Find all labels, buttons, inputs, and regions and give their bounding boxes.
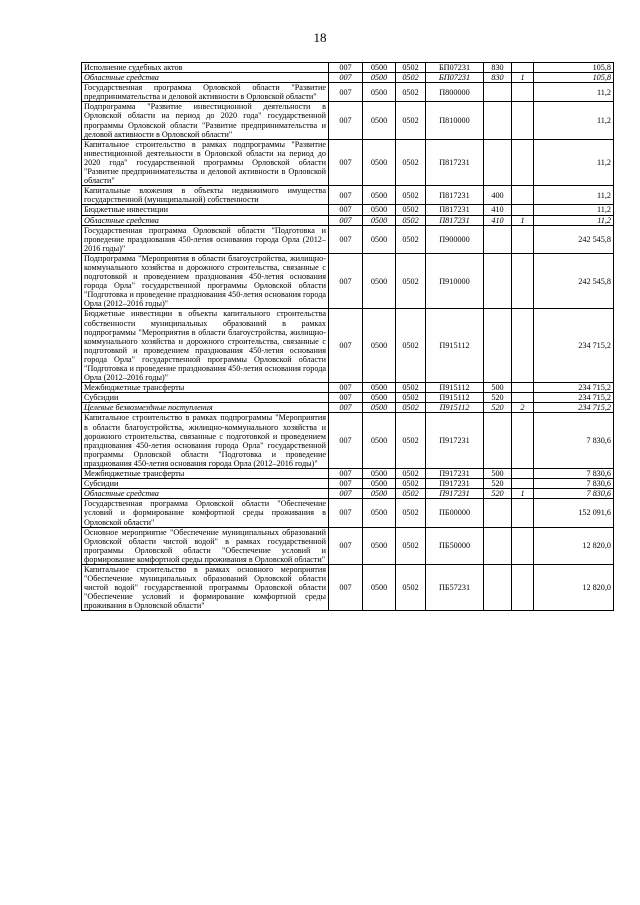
- section-code-cell: 0500: [363, 139, 396, 185]
- table-row: [82, 393, 614, 403]
- row-name-cell: Субсидии: [82, 393, 329, 403]
- amount-cell: 12 820,0: [534, 564, 614, 610]
- table-row: [82, 403, 614, 413]
- row-name-cell: Исполнение судебных актов: [82, 63, 329, 73]
- expense-type-cell: 500: [484, 469, 512, 479]
- ministry-code-cell: 007: [329, 205, 363, 215]
- ministry-code-cell: 007: [329, 403, 363, 413]
- target-article-cell: ПБ57231: [426, 564, 484, 610]
- row-name-cell: Капитальное строительство в рамках подпрограммы "Мероприятия в области благоустройства, жилищно-коммунального хозяйства и дорожного строительства, связанные с подготовкой и проведением празднования 450-летия основания города Орла" государственной программы Орловской области "Подготовка и проведение празднования 450-летия основания города Орла (2012–2016 годы)": [82, 413, 329, 469]
- expense-type-cell: 830: [484, 73, 512, 83]
- funding-source-cell: 1: [512, 489, 534, 499]
- section-code-cell: 0500: [363, 413, 396, 469]
- expense-type-cell: 830: [484, 63, 512, 73]
- expense-type-cell: [484, 102, 512, 139]
- target-article-cell: ПБ50000: [426, 527, 484, 564]
- subsection-code-cell: 0502: [396, 225, 426, 253]
- section-code-cell: 0500: [363, 225, 396, 253]
- funding-source-cell: [512, 186, 534, 205]
- amount-cell: 7 830,6: [534, 489, 614, 499]
- funding-source-cell: [512, 564, 534, 610]
- section-code-cell: 0500: [363, 527, 396, 564]
- subsection-code-cell: 0502: [396, 205, 426, 215]
- target-article-cell: П817231: [426, 186, 484, 205]
- ministry-code-cell: 007: [329, 489, 363, 499]
- funding-source-cell: [512, 253, 534, 309]
- section-code-cell: 0500: [363, 215, 396, 225]
- table-row: [82, 215, 614, 225]
- funding-source-cell: 1: [512, 73, 534, 83]
- ministry-code-cell: 007: [329, 215, 363, 225]
- target-article-cell: П915112: [426, 309, 484, 383]
- target-article-cell: П800000: [426, 83, 484, 102]
- funding-source-cell: [512, 413, 534, 469]
- amount-cell: 234 715,2: [534, 309, 614, 383]
- funding-source-cell: [512, 205, 534, 215]
- amount-cell: 234 715,2: [534, 393, 614, 403]
- expense-type-cell: 520: [484, 393, 512, 403]
- target-article-cell: П915112: [426, 383, 484, 393]
- expense-type-cell: [484, 499, 512, 527]
- subsection-code-cell: 0502: [396, 186, 426, 205]
- ministry-code-cell: 007: [329, 479, 363, 489]
- funding-source-cell: [512, 499, 534, 527]
- row-name-cell: Субсидии: [82, 479, 329, 489]
- table-row: [82, 469, 614, 479]
- table-row: [82, 63, 614, 73]
- section-code-cell: 0500: [363, 393, 396, 403]
- amount-cell: 11,2: [534, 139, 614, 185]
- expense-type-cell: [484, 253, 512, 309]
- expense-type-cell: 400: [484, 186, 512, 205]
- subsection-code-cell: 0502: [396, 309, 426, 383]
- target-article-cell: П817231: [426, 205, 484, 215]
- subsection-code-cell: 0502: [396, 83, 426, 102]
- amount-cell: 105,8: [534, 63, 614, 73]
- funding-source-cell: [512, 479, 534, 489]
- expense-type-cell: 500: [484, 383, 512, 393]
- funding-source-cell: [512, 309, 534, 383]
- row-name-cell: Основное мероприятие "Обеспечение муниципальных образований Орловской области чистой водой" в рамках государственной программы Орловской области "Обеспечение условий и формирование комфортной среды проживания в Орловской области": [82, 527, 329, 564]
- amount-cell: 152 091,6: [534, 499, 614, 527]
- target-article-cell: П915112: [426, 403, 484, 413]
- expense-type-cell: [484, 139, 512, 185]
- table-row: [82, 499, 614, 527]
- ministry-code-cell: 007: [329, 383, 363, 393]
- amount-cell: 11,2: [534, 205, 614, 215]
- budget-table: [81, 62, 614, 611]
- amount-cell: 105,8: [534, 73, 614, 83]
- funding-source-cell: [512, 83, 534, 102]
- table-row: [82, 413, 614, 469]
- table-row: [82, 186, 614, 205]
- subsection-code-cell: 0502: [396, 527, 426, 564]
- subsection-code-cell: 0502: [396, 102, 426, 139]
- target-article-cell: БП07231: [426, 73, 484, 83]
- subsection-code-cell: 0502: [396, 403, 426, 413]
- row-name-cell: Капитальные вложения в объекты недвижимого имущества государственной (муниципальной) собственности: [82, 186, 329, 205]
- section-code-cell: 0500: [363, 383, 396, 393]
- table-row: [82, 383, 614, 393]
- section-code-cell: 0500: [363, 309, 396, 383]
- amount-cell: 234 715,2: [534, 383, 614, 393]
- subsection-code-cell: 0502: [396, 73, 426, 83]
- section-code-cell: 0500: [363, 479, 396, 489]
- table-row: [82, 527, 614, 564]
- target-article-cell: П917231: [426, 469, 484, 479]
- amount-cell: 11,2: [534, 83, 614, 102]
- section-code-cell: 0500: [363, 63, 396, 73]
- row-name-cell: Межбюджетные трансферты: [82, 469, 329, 479]
- ministry-code-cell: 007: [329, 527, 363, 564]
- amount-cell: 7 830,6: [534, 413, 614, 469]
- expense-type-cell: 520: [484, 489, 512, 499]
- subsection-code-cell: 0502: [396, 499, 426, 527]
- amount-cell: 7 830,6: [534, 479, 614, 489]
- amount-cell: 11,2: [534, 102, 614, 139]
- subsection-code-cell: 0502: [396, 63, 426, 73]
- section-code-cell: 0500: [363, 564, 396, 610]
- subsection-code-cell: 0502: [396, 215, 426, 225]
- subsection-code-cell: 0502: [396, 393, 426, 403]
- expense-type-cell: [484, 564, 512, 610]
- row-name-cell: Межбюджетные трансферты: [82, 383, 329, 393]
- section-code-cell: 0500: [363, 253, 396, 309]
- expense-type-cell: [484, 413, 512, 469]
- expense-type-cell: [484, 83, 512, 102]
- ministry-code-cell: 007: [329, 393, 363, 403]
- row-name-cell: Капитальное строительство в рамках основного мероприятия "Обеспечение муниципальных образований Орловской области чистой водой" государственной программы Орловской области "Обеспечение условий и формирование комфортной среды проживания в Орловской области": [82, 564, 329, 610]
- funding-source-cell: [512, 383, 534, 393]
- table-row: [82, 205, 614, 215]
- amount-cell: 234 715,2: [534, 403, 614, 413]
- row-name-cell: Подпрограмма "Мероприятия в области благоустройства, жилищно-коммунального хозяйства и дорожного строительства, связанные с подготовкой и проведением празднования 450-летия основания города Орла" государственной программы Орловской области "Подготовка и проведение празднования 450-летия основания города Орла (2012–2016 годы)": [82, 253, 329, 309]
- ministry-code-cell: 007: [329, 564, 363, 610]
- amount-cell: 242 545,8: [534, 225, 614, 253]
- subsection-code-cell: 0502: [396, 489, 426, 499]
- ministry-code-cell: 007: [329, 253, 363, 309]
- funding-source-cell: [512, 139, 534, 185]
- section-code-cell: 0500: [363, 403, 396, 413]
- funding-source-cell: [512, 225, 534, 253]
- target-article-cell: БП07231: [426, 63, 484, 73]
- target-article-cell: П810000: [426, 102, 484, 139]
- table-row: [82, 83, 614, 102]
- section-code-cell: 0500: [363, 83, 396, 102]
- target-article-cell: П910000: [426, 253, 484, 309]
- expense-type-cell: [484, 225, 512, 253]
- expense-type-cell: [484, 309, 512, 383]
- funding-source-cell: 2: [512, 403, 534, 413]
- row-name-cell: Бюджетные инвестиции в объекты капитального строительства собственности муниципальных образований в рамках подпрограммы "Мероприятия в области благоустройства, жилищно-коммунального хозяйства и дорожного строительства, связанные с подготовкой и проведением празднования 450-летия основания города Орла" государственной программы Орловской области "Подготовка и проведение празднования 450-летия основания города Орла (2012–2016 годы)": [82, 309, 329, 383]
- row-name-cell: Государственная программа Орловской области "Обеспечение условий и формирование комфортной среды проживания в Орловской области": [82, 499, 329, 527]
- ministry-code-cell: 007: [329, 63, 363, 73]
- subsection-code-cell: 0502: [396, 469, 426, 479]
- target-article-cell: П917231: [426, 479, 484, 489]
- section-code-cell: 0500: [363, 469, 396, 479]
- subsection-code-cell: 0502: [396, 139, 426, 185]
- table-row: [82, 139, 614, 185]
- section-code-cell: 0500: [363, 102, 396, 139]
- target-article-cell: П915112: [426, 393, 484, 403]
- expense-type-cell: 410: [484, 215, 512, 225]
- row-name-cell: Подпрограмма "Развитие инвестиционной деятельности в Орловской области на период до 2020 года" государственной программы Орловской области "Развитие предпринимательства и деловой активности в Орловской области": [82, 102, 329, 139]
- row-name-cell: Государственная программа Орловской области "Подготовка и проведение празднования 450-летия основания города Орла (2012–2016 годы)": [82, 225, 329, 253]
- expense-type-cell: 520: [484, 479, 512, 489]
- expense-type-cell: 520: [484, 403, 512, 413]
- funding-source-cell: 1: [512, 215, 534, 225]
- row-name-cell: Областные средства: [82, 489, 329, 499]
- funding-source-cell: [512, 393, 534, 403]
- section-code-cell: 0500: [363, 73, 396, 83]
- amount-cell: 11,2: [534, 215, 614, 225]
- table-row: [82, 564, 614, 610]
- ministry-code-cell: 007: [329, 139, 363, 185]
- ministry-code-cell: 007: [329, 499, 363, 527]
- section-code-cell: 0500: [363, 499, 396, 527]
- funding-source-cell: [512, 63, 534, 73]
- amount-cell: 11,2: [534, 186, 614, 205]
- target-article-cell: П817231: [426, 139, 484, 185]
- table-row: [82, 73, 614, 83]
- target-article-cell: П917231: [426, 489, 484, 499]
- funding-source-cell: [512, 527, 534, 564]
- ministry-code-cell: 007: [329, 469, 363, 479]
- amount-cell: 12 820,0: [534, 527, 614, 564]
- table-row: [82, 479, 614, 489]
- table-row: [82, 489, 614, 499]
- ministry-code-cell: 007: [329, 413, 363, 469]
- target-article-cell: П917231: [426, 413, 484, 469]
- row-name-cell: Капитальное строительство в рамках подпрограммы "Развитие инвестиционной деятельности в Орловской области на период до 2020 года" государственной программы Орловской области "Развитие предпринимательства и деловой активности в Орловской области": [82, 139, 329, 185]
- ministry-code-cell: 007: [329, 186, 363, 205]
- subsection-code-cell: 0502: [396, 413, 426, 469]
- amount-cell: 242 545,8: [534, 253, 614, 309]
- target-article-cell: П817231: [426, 215, 484, 225]
- amount-cell: 7 830,6: [534, 469, 614, 479]
- ministry-code-cell: 007: [329, 309, 363, 383]
- table-row: [82, 253, 614, 309]
- subsection-code-cell: 0502: [396, 383, 426, 393]
- section-code-cell: 0500: [363, 205, 396, 215]
- funding-source-cell: [512, 102, 534, 139]
- row-name-cell: Областные средства: [82, 215, 329, 225]
- row-name-cell: Целевые безвозмездные поступления: [82, 403, 329, 413]
- table-row: [82, 102, 614, 139]
- row-name-cell: Бюджетные инвестиции: [82, 205, 329, 215]
- row-name-cell: Государственная программа Орловской области "Развитие предпринимательства и деловой активности в Орловской области": [82, 83, 329, 102]
- row-name-cell: Областные средства: [82, 73, 329, 83]
- funding-source-cell: [512, 469, 534, 479]
- ministry-code-cell: 007: [329, 83, 363, 102]
- target-article-cell: П900000: [426, 225, 484, 253]
- subsection-code-cell: 0502: [396, 479, 426, 489]
- ministry-code-cell: 007: [329, 102, 363, 139]
- subsection-code-cell: 0502: [396, 253, 426, 309]
- page-number: 18: [313, 30, 327, 45]
- ministry-code-cell: 007: [329, 73, 363, 83]
- section-code-cell: 0500: [363, 489, 396, 499]
- target-article-cell: ПБ00000: [426, 499, 484, 527]
- expense-type-cell: 410: [484, 205, 512, 215]
- section-code-cell: 0500: [363, 186, 396, 205]
- subsection-code-cell: 0502: [396, 564, 426, 610]
- table-row: [82, 225, 614, 253]
- expense-type-cell: [484, 527, 512, 564]
- table-row: [82, 309, 614, 383]
- ministry-code-cell: 007: [329, 225, 363, 253]
